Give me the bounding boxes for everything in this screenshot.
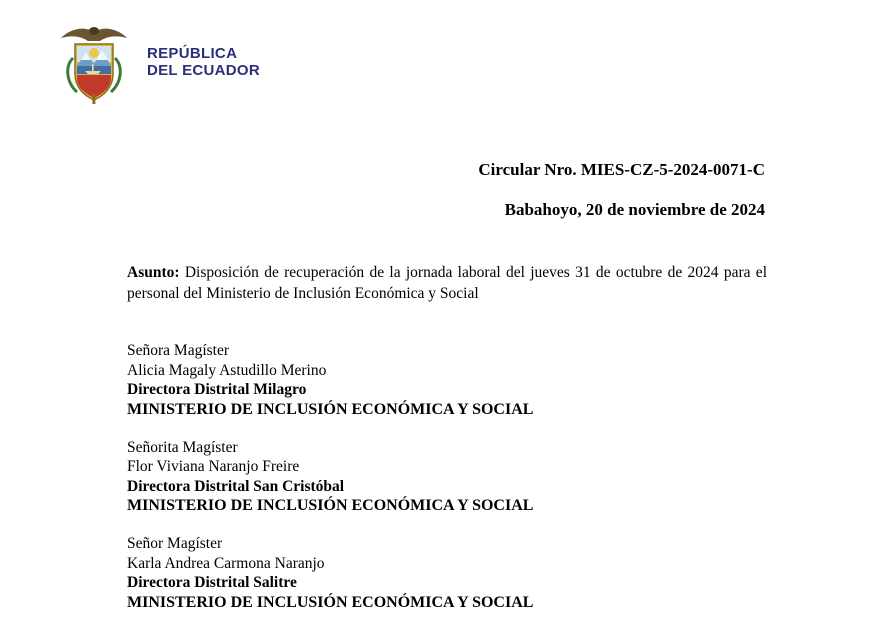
recipient-role: Directora Distrital San Cristóbal [127, 477, 345, 495]
place-and-date: Babahoyo, 20 de noviembre de 2024 [504, 200, 765, 219]
recipient-name: Karla Andrea Carmona Naranjo [127, 554, 325, 572]
letterhead-line-1: REPÚBLICA [147, 45, 238, 62]
recipient-salutation: Señorita Magíster [127, 438, 238, 456]
subject-text: Disposición de recuperación de la jornada laboral del jueves 31 de octubre de 2024 para el personal del Ministerio de Inclusión Económica y Social [127, 264, 767, 302]
recipient-organization: MINISTERIO DE INCLUSIÓN ECONÓMICA Y SOCIAL [127, 497, 534, 514]
letterhead-line-2: DEL ECUADOR [147, 62, 261, 79]
recipient-organization: MINISTERIO DE INCLUSIÓN ECONÓMICA Y SOCIAL [127, 400, 534, 418]
ecuador-coat-of-arms-icon [55, 18, 133, 106]
recipient-name: Alicia Magaly Astudillo Merino [127, 361, 327, 379]
circular-number: Circular Nro. MIES-CZ-5-2024-0071-C [478, 160, 765, 179]
recipient-role: Directora Distrital Salitre [127, 574, 297, 591]
recipient-block [127, 534, 827, 613]
letterhead [55, 18, 260, 106]
recipient-salutation: Señor Magíster [127, 535, 223, 552]
recipient-role: Directora Distrital Milagro [127, 381, 307, 398]
recipient-organization: MINISTERIO DE INCLUSIÓN ECONÓMICA Y SOCIAL [127, 593, 534, 611]
letterhead-text [147, 45, 260, 79]
subject-label: Asunto: [127, 264, 180, 281]
subject-paragraph [127, 262, 767, 304]
recipient-block [127, 438, 827, 517]
recipient-list [127, 341, 827, 631]
recipient-block [127, 341, 827, 420]
recipient-salutation: Señora Magíster [127, 342, 230, 359]
recipient-name: Flor Viviana Naranjo Freire [127, 458, 300, 475]
